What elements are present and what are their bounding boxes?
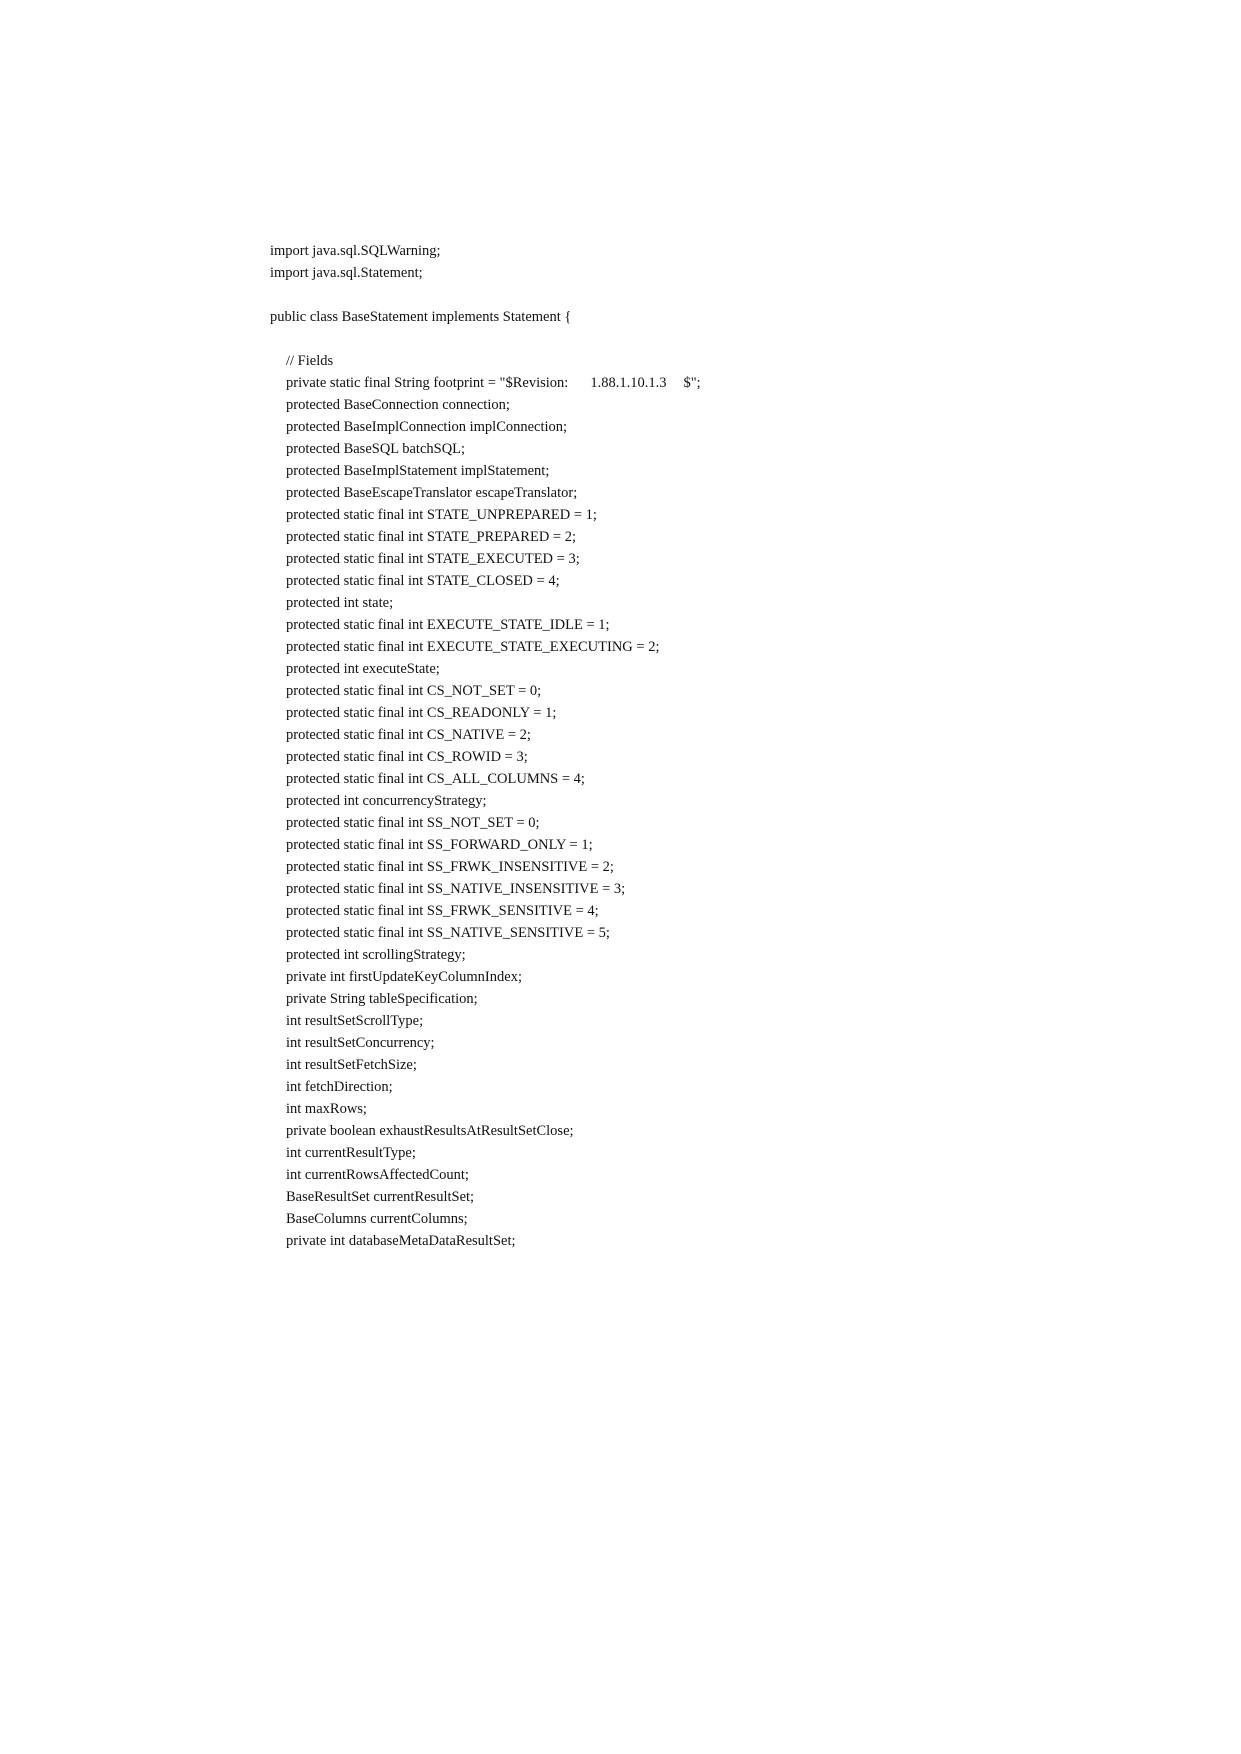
field-line: protected static final int SS_FRWK_SENSITIVE = 4; <box>286 903 599 919</box>
field-line: protected static final int CS_NATIVE = 2; <box>286 727 531 743</box>
field-line: protected static final int STATE_EXECUTED = 3; <box>286 551 580 567</box>
field-line: int resultSetScrollType; <box>286 1013 424 1029</box>
field-line: protected int executeState; <box>286 661 440 677</box>
field-line: protected BaseImplStatement implStatement; <box>286 463 550 479</box>
field-line: protected static final int SS_NOT_SET = 0; <box>286 815 540 831</box>
field-line: protected static final int SS_NATIVE_SENSITIVE = 5; <box>286 925 610 941</box>
field-line: protected static final int CS_NOT_SET = 0; <box>286 683 542 699</box>
field-line: protected BaseEscapeTranslator escapeTranslator; <box>286 485 578 501</box>
field-line: protected int state; <box>286 595 394 611</box>
field-line: protected static final int EXECUTE_STATE_EXECUTING = 2; <box>286 639 660 655</box>
field-line: protected static final int SS_FRWK_INSENSITIVE = 2; <box>286 859 614 875</box>
field-line: protected static final int EXECUTE_STATE_IDLE = 1; <box>286 617 610 633</box>
field-line: protected int scrollingStrategy; <box>286 947 466 963</box>
field-line: protected static final int SS_NATIVE_INSENSITIVE = 3; <box>286 881 626 897</box>
field-line: protected static final int STATE_UNPREPARED = 1; <box>286 507 597 523</box>
field-line: protected BaseImplConnection implConnection; <box>286 419 568 435</box>
field-line: protected static final int CS_ALL_COLUMNS = 4; <box>286 771 585 787</box>
footprint-line <box>286 372 701 394</box>
field-line: private int firstUpdateKeyColumnIndex; <box>286 969 522 985</box>
field-line: protected static final int STATE_CLOSED = 4; <box>286 573 560 589</box>
class-declaration: public class BaseStatement implements Statement { <box>270 309 572 325</box>
field-line: BaseColumns currentColumns; <box>286 1211 468 1227</box>
field-line: protected static final int CS_READONLY = 1; <box>286 705 557 721</box>
field-line: int resultSetFetchSize; <box>286 1057 417 1073</box>
footprint-revision: 1.88.1.10.1.3 <box>590 375 667 391</box>
field-line: protected static final int STATE_PREPARED = 2; <box>286 529 577 545</box>
field-line: protected static final int SS_FORWARD_ONLY = 1; <box>286 837 593 853</box>
field-line: int resultSetConcurrency; <box>286 1035 435 1051</box>
field-line: protected int concurrencyStrategy; <box>286 793 487 809</box>
field-line: BaseResultSet currentResultSet; <box>286 1189 475 1205</box>
field-line: protected BaseSQL batchSQL; <box>286 441 466 457</box>
footprint-suffix: $"; <box>683 375 701 391</box>
field-line: int currentRowsAffectedCount; <box>286 1167 469 1183</box>
field-line: protected static final int CS_ROWID = 3; <box>286 749 528 765</box>
import-line: import java.sql.SQLWarning; <box>270 243 441 259</box>
fields-comment: // Fields <box>286 353 334 369</box>
field-line: private int databaseMetaDataResultSet; <box>286 1233 516 1249</box>
field-line: private String tableSpecification; <box>286 991 478 1007</box>
field-line: protected BaseConnection connection; <box>286 397 510 413</box>
field-line: int currentResultType; <box>286 1145 416 1161</box>
field-line: int maxRows; <box>286 1101 367 1117</box>
import-line: import java.sql.Statement; <box>270 265 423 281</box>
footprint-prefix: private static final String footprint = "$Revision: <box>286 375 569 391</box>
field-line: private boolean exhaustResultsAtResultSetClose; <box>286 1123 574 1139</box>
field-line: int fetchDirection; <box>286 1079 393 1095</box>
